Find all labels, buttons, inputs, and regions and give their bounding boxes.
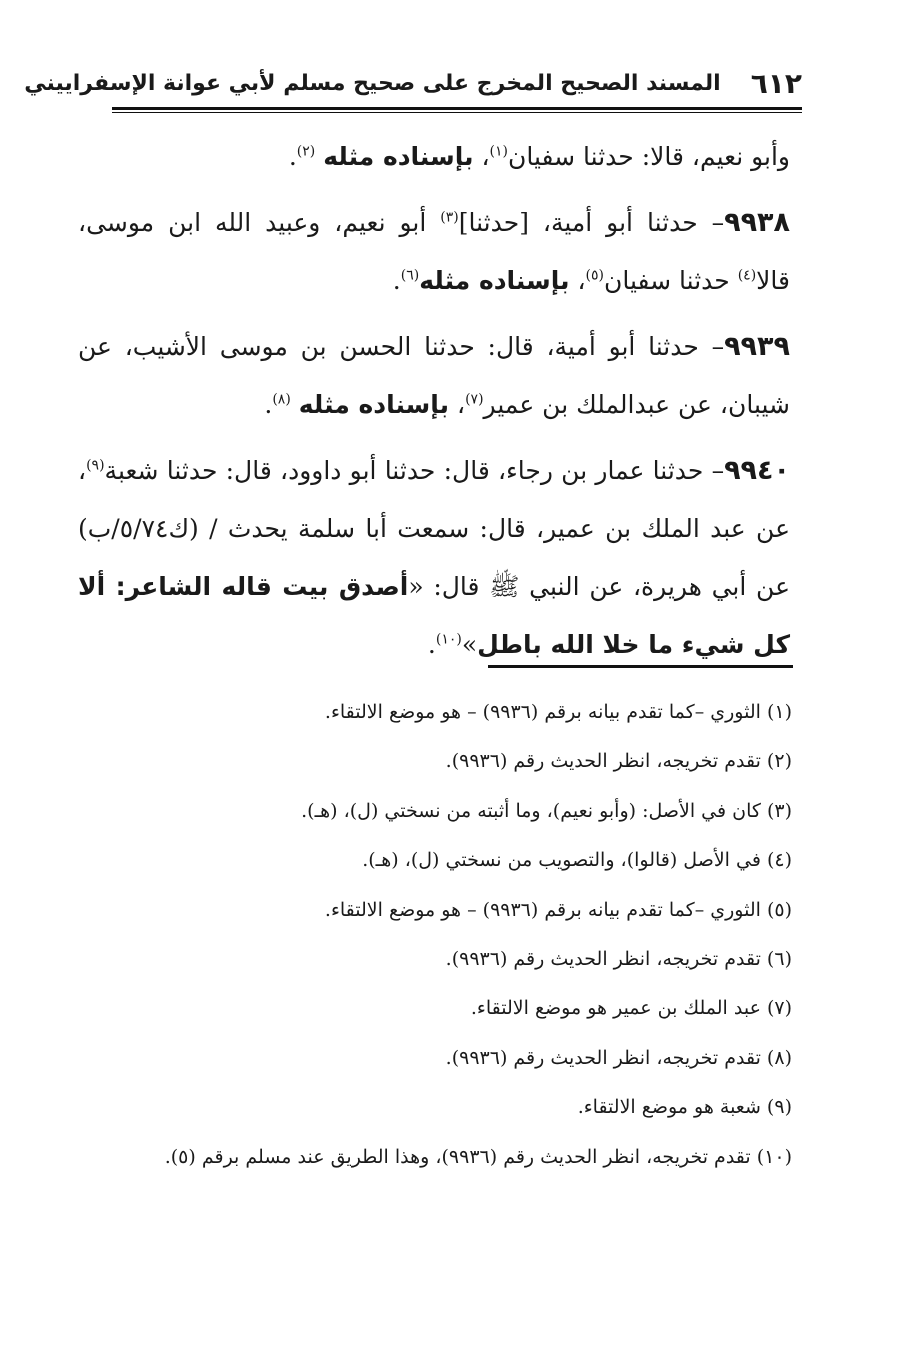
running-title: المسند الصحيح المخرج على صحيح مسلم لأبي عوانة الإسفراييني <box>24 71 721 96</box>
footnote-2: (٢) تقدم تخريجه، انظر الحديث رقم (٩٩٣٦). <box>445 750 792 773</box>
footnote-ref: (٨) <box>272 391 291 408</box>
footnote-ref: (٩) <box>86 457 105 474</box>
header-rule-thin <box>112 112 802 113</box>
header-rule <box>112 107 802 110</box>
footnote-8: (٨) تقدم تخريجه، انظر الحديث رقم (٩٩٣٦). <box>445 1046 792 1069</box>
footnote-1: (١) الثوري –كما تقدم بيانه برقم (٩٩٣٦) – هو موضع الالتقاء. <box>324 701 792 723</box>
footnotes <box>90 688 792 1182</box>
footnote-4: (٤) في الأصل (قالوا)، والتصويب من نسختي (ل)، (هـ). <box>362 849 792 872</box>
bold-phrase: أصدق بيت قاله الشاعر: ألا كل شيء ما خلا الله باطل <box>78 572 790 659</box>
running-header <box>24 60 802 104</box>
footnote-10: (١٠) تقدم تخريجه، انظر الحديث رقم (٩٩٣٦)، وهذا الطريق عند مسلم برقم (٥). <box>164 1145 792 1168</box>
hadith-number: ٩٩٣٩ <box>724 331 790 362</box>
footnote-3: (٣) كان في الأصل: (وأبو نعيم)، وما أثبته من نسختي (ل)، (هـ). <box>301 799 792 822</box>
hadith-number: ٩٩٣٨ <box>724 207 791 238</box>
hadith-9938: ٩٩٣٨– حدثنا أبو أمية، [حدثنا]$^{(٣)}$ أبو نعيم، وعبيد الله ابن موسى، قالا$^{(٤)}$ حدثنا سفيان$^{(٥)}$، بإسناده مثله$^{(٦)}$. <box>78 207 791 295</box>
bold-phrase: بإسناده مثله <box>419 266 570 295</box>
main-text <box>78 128 790 682</box>
footnote-ref: (٢) <box>296 143 316 160</box>
footnote-ref: (٧) <box>465 391 484 408</box>
footnote-ref: (٦) <box>400 267 420 284</box>
footnote-ref: (١) <box>489 143 508 160</box>
footnote-ref: (٤) <box>737 267 757 284</box>
hadith-9940: ٩٩٤٠– حدثنا عمار بن رجاء، قال: حدثنا أبو داوود، قال: حدثنا شعبة$^{(٩)}$، عن عبد الملك بن عمير، قال: سمعت أبا سلمة يحدث / (ك٥/٧٤/ب) عن أبي هريرة، عن النبي ﷺ قال: «أصدق بيت قاله الشاعر: ألا كل شيء ما خلا الله باطل»$^{(١٠)}$. <box>78 455 790 659</box>
footnote-separator <box>488 665 793 668</box>
paragraph-continuation: وأبو نعيم، قالا: حدثنا سفيان$^{(١)}$، بإسناده مثله $^{(٢)}$. <box>288 142 790 171</box>
hadith-9939: ٩٩٣٩– حدثنا أبو أمية، قال: حدثنا الحسن بن موسى الأشيب، عن شيبان، عن عبدالملك بن عمير$^{(٧)}$، بإسناده مثله $^{(٨)}$. <box>78 331 790 419</box>
bold-phrase: بإسناده مثله <box>298 390 450 419</box>
footnote-9: (٩) شعبة هو موضع الالتقاء. <box>577 1096 792 1119</box>
footnote-7: (٧) عبد الملك بن عمير هو موضع الالتقاء. <box>470 997 792 1020</box>
hadith-number: ٩٩٤٠ <box>724 455 790 486</box>
footnote-ref: (٥) <box>585 267 604 284</box>
page-number: ٦١٢ <box>750 67 802 100</box>
footnote-ref: (١٠) <box>435 631 462 648</box>
footnote-6: (٦) تقدم تخريجه، انظر الحديث رقم (٩٩٣٦). <box>445 948 792 971</box>
bold-phrase: بإسناده مثله <box>323 142 474 171</box>
footnote-ref: (٣) <box>440 209 459 226</box>
footnote-5: (٥) الثوري –كما تقدم بيانه برقم (٩٩٣٦) – هو موضع الالتقاء. <box>324 898 792 921</box>
